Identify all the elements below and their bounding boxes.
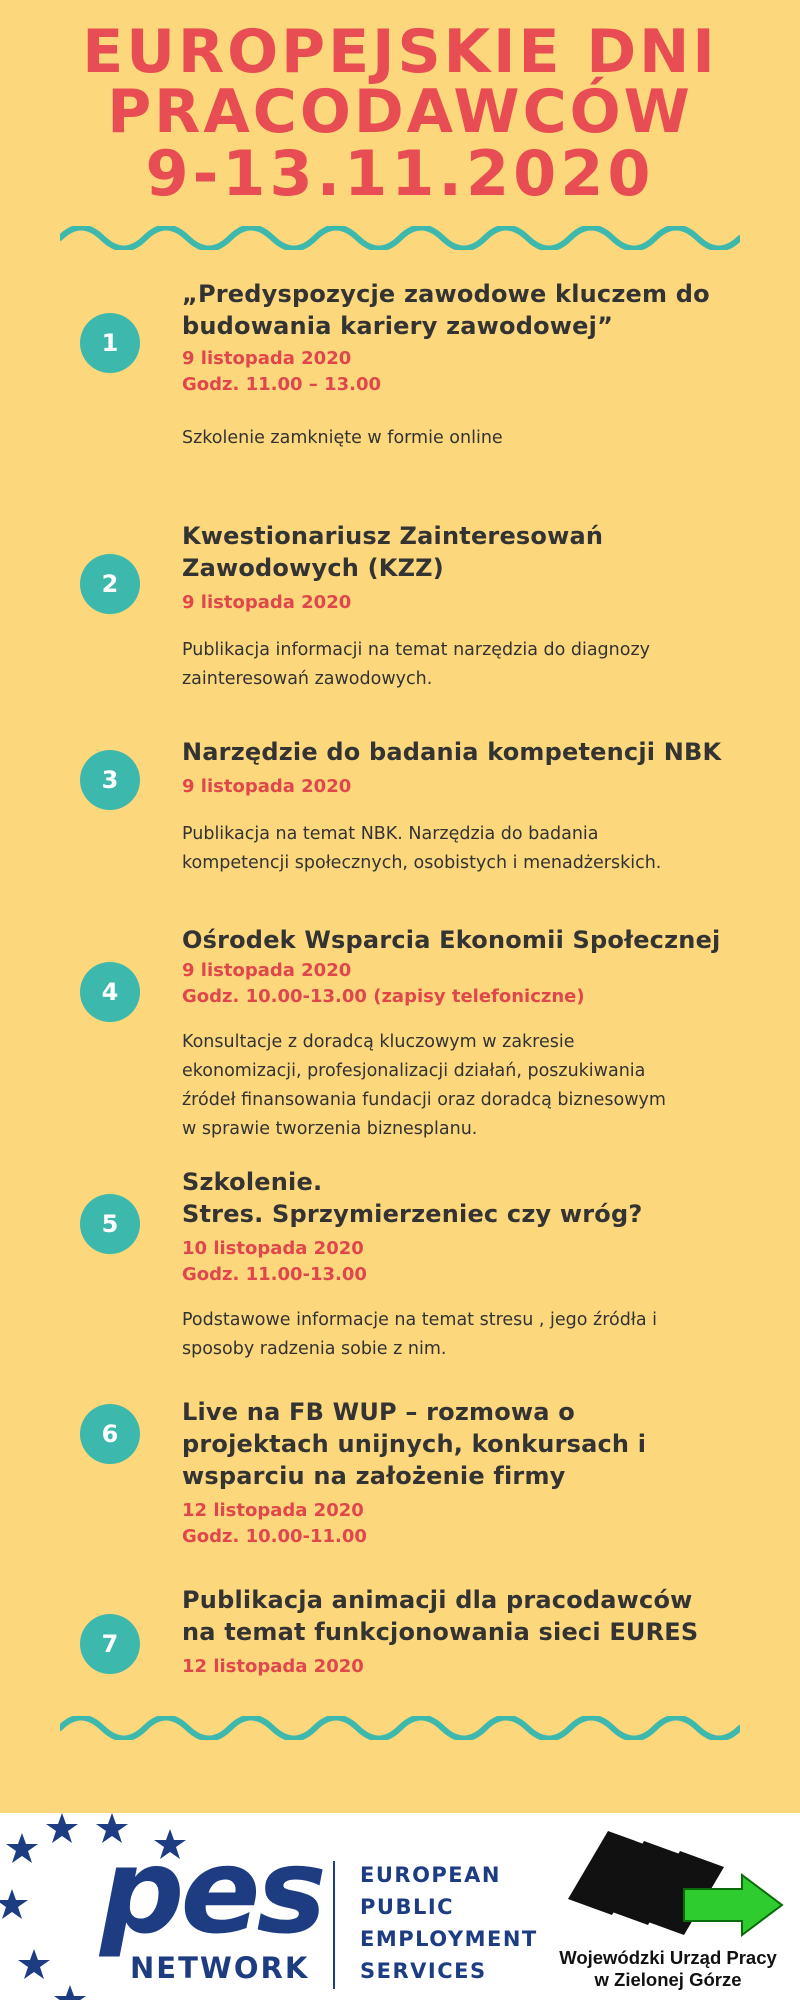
eps-line: PUBLIC (360, 1895, 455, 1919)
event-hours: Godz. 11.00-13.00 (182, 1264, 367, 1285)
event-number-badge: 6 (80, 1404, 140, 1464)
event-title (182, 278, 742, 342)
event-title-line: Zawodowych (KZZ) (182, 554, 444, 582)
star-icon (18, 1949, 50, 1979)
event-date: 12 listopada 2020 (182, 1656, 364, 1677)
event-content (182, 1396, 742, 1550)
event-title (182, 520, 742, 584)
pes-network-label: NETWORK (130, 1951, 310, 1985)
wup-line: w Zielonej Górze (594, 1969, 742, 1990)
event-content (182, 924, 742, 1144)
event-description-line: Publikacja informacji na temat narzędzia do diagnozy (182, 640, 651, 660)
event-title (182, 924, 742, 956)
event-hours: Godz. 10.00-13.00 (zapisy telefoniczne) (182, 986, 585, 1007)
event-number-badge: 7 (80, 1614, 140, 1674)
event-date: 12 listopada 2020 (182, 1500, 364, 1521)
event-description-line: sposoby radzenia sobie z nim. (182, 1339, 447, 1359)
event-hours: Godz. 11.00 – 13.00 (182, 374, 382, 395)
event-date: 9 listopada 2020 (182, 592, 352, 613)
wup-name (538, 1947, 798, 1991)
event-date: 9 listopada 2020 (182, 776, 352, 797)
wup-line: Wojewódzki Urząd Pracy (559, 1947, 777, 1968)
wave-divider-top (60, 226, 740, 250)
event-description (182, 424, 742, 453)
event-content (182, 1166, 742, 1364)
event-description-line: Szkolenie zamknięte w formie online (182, 428, 503, 448)
event-title (182, 1584, 742, 1648)
star-icon (6, 1833, 38, 1863)
event-date: 9 listopada 2020 (182, 960, 352, 981)
event-description (182, 1028, 742, 1144)
event-title (182, 1166, 742, 1230)
event-title-line: Narzędzie do badania kompetencji NBK (182, 738, 722, 766)
star-icon (46, 1813, 78, 1843)
eps-label (360, 1859, 538, 1987)
eps-line: EMPLOYMENT (360, 1927, 538, 1951)
event-number-badge: 2 (80, 554, 140, 614)
event-content (182, 736, 742, 878)
pes-logo: pes (100, 1822, 323, 1960)
event-date: 10 listopada 2020 (182, 1238, 364, 1259)
event-title-line: wsparciu na założenie firmy (182, 1462, 566, 1490)
title-line-2: PRACODAWCÓW (107, 77, 693, 147)
event-title-line: Live na FB WUP – rozmowa o (182, 1398, 575, 1426)
footer-logos (0, 1813, 800, 2000)
event-description-line: źródeł finansowania fundacji oraz doradcą biznesowym (182, 1090, 666, 1110)
event-description (182, 1306, 742, 1364)
event-description (182, 820, 742, 878)
event-title-line: „Predyspozycje zawodowe kluczem do (182, 280, 710, 308)
event-description (182, 636, 742, 694)
star-icon (54, 1985, 86, 2000)
event-title-line: Stres. Sprzymierzeniec czy wróg? (182, 1200, 643, 1228)
event-number-badge: 1 (80, 313, 140, 373)
event-hours: Godz. 10.00-11.00 (182, 1526, 367, 1547)
event-content (182, 278, 742, 453)
event-description-line: Konsultacje z doradcą kluczowym w zakresie (182, 1032, 575, 1052)
event-description-line: w sprawie tworzenia biznesplanu. (182, 1119, 478, 1139)
event-description-line: zainteresowań zawodowych. (182, 669, 433, 689)
event-description-line: ekonomizacji, profesjonalizacji działań, poszukiwania (182, 1061, 646, 1081)
page-title (0, 17, 800, 210)
event-number-badge: 4 (80, 962, 140, 1022)
event-title (182, 1396, 742, 1492)
eps-line: EUROPEAN (360, 1863, 501, 1887)
event-content (182, 520, 742, 694)
event-title-line: Szkolenie. (182, 1168, 323, 1196)
event-title (182, 736, 742, 768)
title-dates: 9-13.11.2020 (145, 137, 655, 210)
title-line-1: EUROPEJSKIE DNI (82, 17, 718, 87)
footer-divider (333, 1861, 335, 1989)
event-title-line: na temat funkcjonowania sieci EURES (182, 1618, 699, 1646)
event-description-line: Publikacja na temat NBK. Narzędzia do badania (182, 824, 599, 844)
event-title-line: Kwestionariusz Zainteresowań (182, 522, 604, 550)
event-date: 9 listopada 2020 (182, 348, 352, 369)
event-description-line: kompetencji społecznych, osobistych i menadżerskich. (182, 853, 662, 873)
event-title-line: Publikacja animacji dla pracodawców (182, 1586, 693, 1614)
event-number-badge: 5 (80, 1194, 140, 1254)
event-title-line: Ośrodek Wsparcia Ekonomii Społecznej (182, 926, 721, 954)
wave-divider-bottom (60, 1716, 740, 1740)
event-number-badge: 3 (80, 750, 140, 810)
event-title-line: projektach unijnych, konkursach i (182, 1430, 647, 1458)
star-icon (0, 1889, 28, 1919)
event-description-line: Podstawowe informacje na temat stresu , jego źródła i (182, 1310, 657, 1330)
event-title-line: budowania kariery zawodowej” (182, 312, 614, 340)
event-content (182, 1584, 742, 1680)
wup-logo-icon (568, 1831, 782, 1935)
eps-line: SERVICES (360, 1959, 487, 1983)
